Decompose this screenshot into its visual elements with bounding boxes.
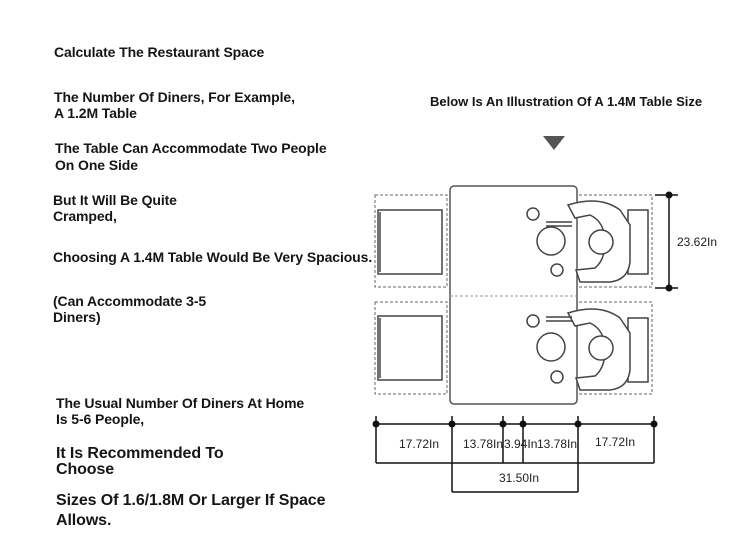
chair [378, 316, 442, 380]
dimension-dot [520, 421, 527, 428]
dimension-label: 13.78In [537, 437, 578, 451]
body-text: Sizes Of 1.6/1.8M Or Larger If Space [56, 492, 326, 509]
body-text: On One Side [55, 157, 138, 173]
body-text: The Table Can Accommodate Two People [55, 140, 327, 156]
dimension-dot [449, 421, 456, 428]
body-text: A 1.2M Table [54, 105, 137, 121]
dimension-dot [575, 421, 582, 428]
dimension-dot [666, 192, 673, 199]
body-text: Choosing A 1.4M Table Would Be Very Spacious. [53, 249, 373, 265]
body-text: Allows. [56, 512, 112, 529]
body-text: (Can Accommodate 3-5 [53, 293, 207, 309]
dimension-label: 17.72In [399, 437, 440, 451]
dimension-dot [666, 285, 673, 292]
body-text: It Is Recommended To [56, 445, 224, 462]
heading-text: Calculate The Restaurant Space [54, 44, 265, 60]
dimension-label: 13.78In [463, 437, 504, 451]
body-text: Diners) [53, 309, 101, 325]
dimension-dot [373, 421, 380, 428]
chair [628, 318, 648, 382]
dimension-label: 17.72In [595, 435, 636, 449]
chair [378, 210, 442, 274]
height-label: 23.62In [677, 235, 718, 249]
body-text: Cramped, [53, 208, 117, 224]
body-text: The Number Of Diners, For Example, [54, 89, 295, 105]
dimension-label: 3.94In [504, 437, 538, 451]
chair [628, 210, 648, 274]
height-dimension [655, 195, 678, 288]
diagram-caption: Below Is An Illustration Of A 1.4M Table Size [430, 94, 703, 109]
body-text: But It Will Be Quite [53, 192, 177, 208]
body-text: Choose [56, 461, 115, 478]
dimension-dot [651, 421, 658, 428]
body-text: The Usual Number Of Diners At Home [56, 395, 305, 411]
total-width-label: 31.50In [499, 471, 540, 485]
dimension-dot [500, 421, 507, 428]
body-text: Is 5-6 People, [56, 411, 145, 427]
